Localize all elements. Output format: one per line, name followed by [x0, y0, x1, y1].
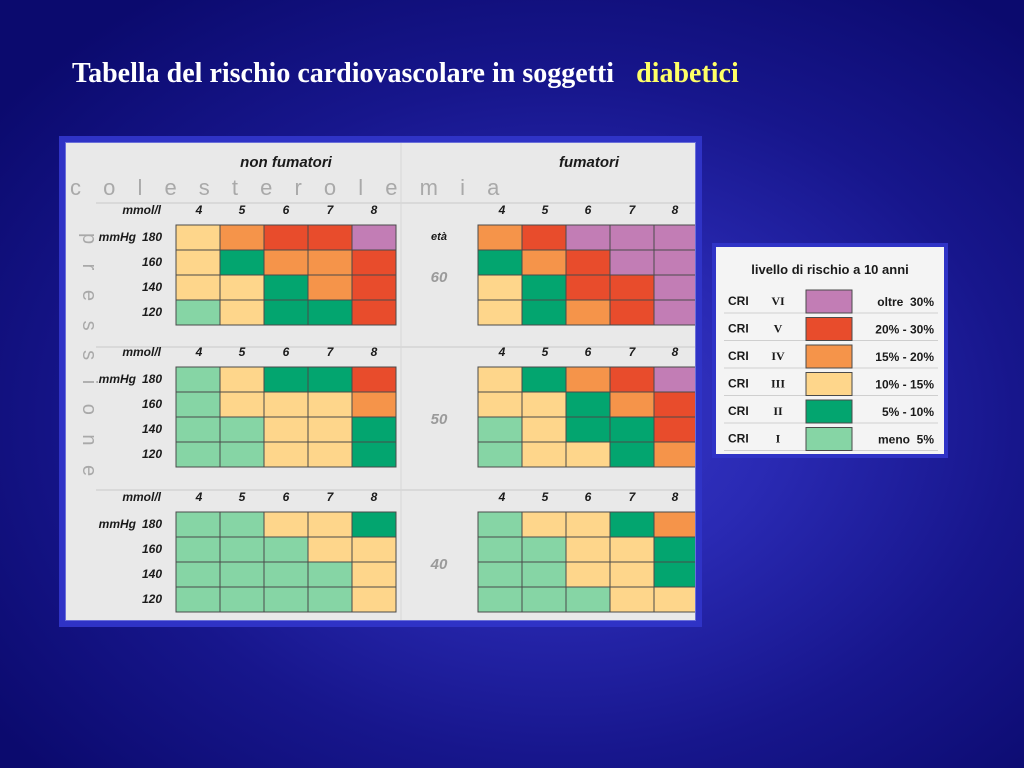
pressure-tick-label: 140 — [141, 422, 162, 436]
cholesterol-tick-label: 4 — [195, 203, 203, 217]
pressure-tick-label: 140 — [141, 280, 162, 294]
risk-cell — [478, 562, 522, 587]
pressure-unit-label: mmHg — [98, 517, 136, 531]
risk-cell — [176, 225, 220, 250]
age-label: età — [431, 231, 447, 243]
risk-cell — [308, 225, 352, 250]
risk-cell — [264, 562, 308, 587]
risk-cell — [308, 392, 352, 417]
pressure-tick-label: 160 — [141, 397, 162, 411]
risk-cell — [654, 392, 696, 417]
age-value: 60 — [430, 269, 448, 286]
risk-cell — [478, 367, 522, 392]
cholesterol-tick-label: 8 — [671, 203, 679, 217]
risk-cell — [566, 562, 610, 587]
risk-cell — [522, 367, 566, 392]
risk-cell — [566, 392, 610, 417]
legend-level-label: VI — [771, 294, 785, 308]
cholesterol-tick-label: 5 — [541, 490, 549, 504]
legend-level-label: IV — [771, 349, 785, 363]
risk-cell — [522, 442, 566, 467]
legend-color-swatch — [806, 428, 852, 451]
risk-cell — [220, 392, 264, 417]
risk-cell — [220, 417, 264, 442]
risk-cell — [654, 225, 696, 250]
risk-cell — [308, 587, 352, 612]
risk-cell — [566, 512, 610, 537]
legend-color-swatch — [806, 345, 852, 368]
risk-cell — [478, 537, 522, 562]
risk-cell — [478, 587, 522, 612]
risk-cell — [264, 367, 308, 392]
cholesterol-tick-label: 6 — [282, 490, 290, 504]
cholesterol-tick-label: 6 — [282, 203, 290, 217]
legend-range-label: 5% - 10% — [881, 405, 934, 419]
cholesterol-tick-label: 7 — [628, 203, 636, 217]
risk-cell — [352, 587, 396, 612]
legend-level-label: V — [773, 321, 783, 336]
risk-legend-panel — [716, 247, 944, 454]
risk-cell — [352, 537, 396, 562]
risk-cell — [264, 250, 308, 275]
risk-cell — [610, 562, 654, 587]
risk-cell — [352, 512, 396, 537]
risk-cell — [176, 392, 220, 417]
pressure-tick-label: 120 — [141, 447, 162, 461]
risk-cell — [522, 225, 566, 250]
title-main: Tabella del rischio cardiovascolare in soggetti — [72, 58, 615, 89]
risk-cell — [352, 562, 396, 587]
pressure-unit-label: mmHg — [98, 372, 136, 386]
cholesterol-tick-label: 7 — [628, 490, 636, 504]
risk-cell — [610, 442, 654, 467]
pressure-tick-label: 140 — [141, 567, 162, 581]
risk-cell — [176, 275, 220, 300]
cholesterol-tick-label: 8 — [671, 345, 679, 359]
risk-cell — [264, 587, 308, 612]
risk-cell — [610, 275, 654, 300]
risk-cell — [352, 275, 396, 300]
pressure-tick-label: 180 — [141, 372, 162, 386]
risk-cell — [478, 300, 522, 325]
risk-cell — [352, 250, 396, 275]
risk-cell — [654, 275, 696, 300]
cholesterol-axis-label: c o l e s t e r o l e m i a — [70, 175, 508, 200]
risk-cell — [478, 512, 522, 537]
cholesterol-tick-label: 7 — [326, 490, 334, 504]
risk-cell — [176, 537, 220, 562]
legend-color-swatch — [806, 290, 852, 313]
pressure-tick-label: 160 — [141, 255, 162, 269]
legend-level-label: II — [773, 404, 783, 418]
risk-cell — [220, 537, 264, 562]
risk-cell — [264, 417, 308, 442]
legend-cri-label: CRI — [728, 321, 749, 336]
risk-cell — [220, 562, 264, 587]
legend-cri-label: CRI — [728, 404, 749, 418]
cholesterol-unit-label: mmol/l — [122, 203, 161, 217]
cholesterol-tick-label: 6 — [584, 203, 592, 217]
pressure-tick-label: 160 — [141, 542, 162, 556]
risk-cell — [220, 587, 264, 612]
risk-cell — [654, 300, 696, 325]
risk-cell — [220, 442, 264, 467]
slide-title — [72, 58, 739, 90]
risk-cell — [610, 250, 654, 275]
legend-range-label: 20% - 30% — [875, 322, 934, 337]
cholesterol-tick-label: 4 — [195, 490, 203, 504]
cholesterol-tick-label: 7 — [628, 345, 636, 359]
risk-cell — [654, 367, 696, 392]
risk-table — [66, 143, 696, 621]
cholesterol-tick-label: 4 — [498, 490, 506, 504]
risk-cell — [308, 442, 352, 467]
legend-level-label: I — [775, 431, 781, 446]
risk-cell — [522, 537, 566, 562]
risk-cell — [522, 300, 566, 325]
group-label-fumatori: fumatori — [559, 154, 619, 171]
cholesterol-tick-label: 5 — [541, 345, 549, 359]
risk-cell — [352, 367, 396, 392]
risk-cell — [176, 562, 220, 587]
risk-cell — [610, 300, 654, 325]
risk-cell — [566, 250, 610, 275]
risk-cell — [478, 225, 522, 250]
risk-cell — [352, 225, 396, 250]
cholesterol-tick-label: 8 — [370, 345, 378, 359]
cholesterol-tick-label: 6 — [584, 490, 592, 504]
risk-cell — [176, 587, 220, 612]
risk-legend-frame — [712, 243, 948, 458]
risk-cell — [566, 300, 610, 325]
risk-cell — [566, 275, 610, 300]
risk-cell — [610, 417, 654, 442]
risk-table-frame — [59, 136, 702, 627]
legend-cri-label: CRI — [728, 376, 749, 391]
cholesterol-tick-label: 8 — [671, 490, 679, 504]
risk-cell — [610, 392, 654, 417]
risk-cell — [264, 537, 308, 562]
risk-cell — [522, 512, 566, 537]
legend-cri-label: CRI — [728, 294, 749, 308]
risk-cell — [522, 587, 566, 612]
risk-cell — [522, 250, 566, 275]
risk-cell — [522, 417, 566, 442]
risk-cell — [610, 537, 654, 562]
cholesterol-tick-label: 4 — [498, 203, 506, 217]
risk-cell — [478, 417, 522, 442]
risk-cell — [220, 367, 264, 392]
legend-range-label: meno 5% — [877, 432, 934, 447]
risk-cell — [352, 392, 396, 417]
pressure-tick-label: 180 — [141, 230, 162, 244]
risk-cell — [654, 417, 696, 442]
pressure-axis-label: p r e s s i o n e — [78, 233, 100, 484]
risk-cell — [478, 442, 522, 467]
risk-cell — [610, 225, 654, 250]
risk-cell — [308, 367, 352, 392]
age-value: 40 — [430, 556, 448, 573]
risk-cell — [654, 537, 696, 562]
risk-cell — [352, 442, 396, 467]
risk-cell — [566, 537, 610, 562]
risk-cell — [566, 587, 610, 612]
cholesterol-unit-label: mmol/l — [122, 490, 161, 504]
cholesterol-tick-label: 6 — [584, 345, 592, 359]
risk-cell — [566, 442, 610, 467]
risk-cell — [610, 367, 654, 392]
risk-cell — [176, 300, 220, 325]
risk-cell — [478, 275, 522, 300]
risk-cell — [566, 225, 610, 250]
risk-cell — [654, 250, 696, 275]
pressure-tick-label: 120 — [141, 592, 162, 606]
risk-cell — [264, 300, 308, 325]
risk-cell — [176, 367, 220, 392]
risk-cell — [610, 587, 654, 612]
legend-range-label: 10% - 15% — [875, 377, 934, 392]
risk-cell — [308, 417, 352, 442]
pressure-unit-label: mmHg — [98, 230, 136, 244]
risk-cell — [654, 512, 696, 537]
legend-color-swatch — [806, 400, 852, 423]
risk-cell — [478, 392, 522, 417]
legend-range-label: 15% - 20% — [875, 350, 934, 364]
pressure-tick-label: 120 — [141, 305, 162, 319]
risk-cell — [522, 392, 566, 417]
risk-cell — [176, 250, 220, 275]
cholesterol-tick-label: 8 — [370, 203, 378, 217]
cholesterol-tick-label: 5 — [541, 203, 549, 217]
cholesterol-unit-label: mmol/l — [122, 345, 161, 359]
group-label-non-fumatori: non fumatori — [240, 154, 332, 171]
risk-cell — [566, 417, 610, 442]
risk-cell — [264, 392, 308, 417]
risk-cell — [654, 442, 696, 467]
risk-cell — [522, 275, 566, 300]
cholesterol-tick-label: 7 — [326, 203, 334, 217]
risk-cell — [352, 300, 396, 325]
risk-cell — [308, 537, 352, 562]
risk-cell — [654, 562, 696, 587]
legend-level-label: III — [770, 376, 786, 391]
cholesterol-tick-label: 4 — [498, 345, 506, 359]
pressure-tick-label: 180 — [141, 517, 162, 531]
risk-cell — [308, 300, 352, 325]
risk-cell — [308, 250, 352, 275]
risk-legend — [716, 247, 944, 454]
age-value: 50 — [430, 411, 448, 428]
cholesterol-tick-label: 6 — [282, 345, 290, 359]
risk-cell — [220, 300, 264, 325]
legend-range-label: oltre 30% — [877, 295, 934, 309]
risk-cell — [176, 417, 220, 442]
risk-table-panel — [65, 142, 696, 621]
risk-cell — [264, 225, 308, 250]
cholesterol-tick-label: 4 — [195, 345, 203, 359]
title-highlight: diabetici — [636, 58, 739, 89]
risk-cell — [654, 587, 696, 612]
risk-cell — [220, 225, 264, 250]
risk-cell — [308, 562, 352, 587]
risk-cell — [220, 250, 264, 275]
cholesterol-tick-label: 5 — [238, 490, 246, 504]
risk-cell — [264, 275, 308, 300]
legend-cri-label: CRI — [728, 431, 749, 446]
risk-cell — [220, 275, 264, 300]
risk-cell — [610, 512, 654, 537]
cholesterol-tick-label: 7 — [326, 345, 334, 359]
legend-title: livello di rischio a 10 anni — [751, 262, 909, 277]
risk-cell — [308, 275, 352, 300]
risk-cell — [264, 512, 308, 537]
cholesterol-tick-label: 5 — [238, 203, 246, 217]
risk-cell — [308, 512, 352, 537]
cholesterol-tick-label: 8 — [370, 490, 378, 504]
risk-cell — [478, 250, 522, 275]
legend-cri-label: CRI — [728, 349, 749, 363]
risk-cell — [522, 562, 566, 587]
legend-color-swatch — [806, 318, 852, 341]
legend-color-swatch — [806, 373, 852, 396]
cholesterol-tick-label: 5 — [238, 345, 246, 359]
risk-cell — [176, 512, 220, 537]
risk-cell — [264, 442, 308, 467]
risk-cell — [220, 512, 264, 537]
risk-cell — [176, 442, 220, 467]
risk-cell — [566, 367, 610, 392]
risk-cell — [352, 417, 396, 442]
